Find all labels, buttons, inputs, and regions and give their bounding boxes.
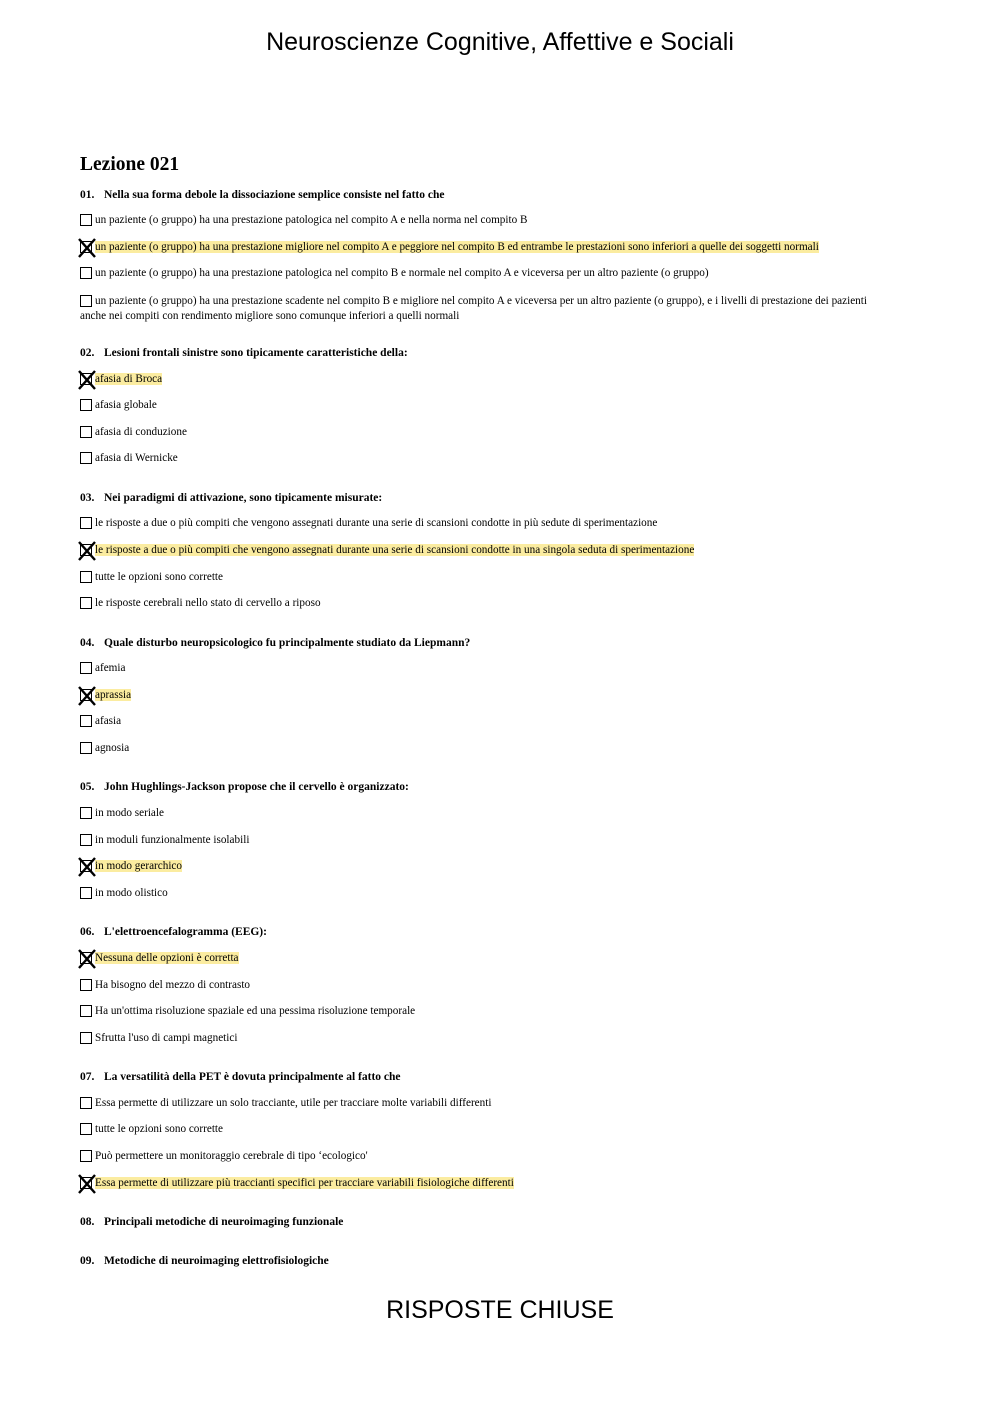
checkbox-unchecked[interactable] [80,887,92,899]
question-number: 02. [80,347,95,359]
page-header-title: Neuroscienze Cognitive, Affettive e Sociali [266,28,734,56]
checkbox-checked[interactable] [80,689,92,701]
question-number: 07. [80,1071,95,1083]
answer-option[interactable] [80,1031,890,1046]
question-04 [80,637,470,649]
question-text: L'elettroencefalogramma (EEG): [104,926,267,938]
question-number: 01. [80,189,95,201]
answer-option[interactable] [80,596,890,611]
question-05 [80,781,409,793]
question-text: Principali metodiche di neuroimaging funzionale [104,1216,344,1228]
answer-option[interactable] [80,543,890,558]
answer-option[interactable] [80,1149,890,1164]
checkbox-unchecked[interactable] [80,452,92,464]
question-number: 04. [80,637,95,649]
question-number: 03. [80,492,95,504]
checkbox-unchecked[interactable] [80,295,92,307]
answer-option[interactable] [80,240,890,255]
answer-text: Sfrutta l'uso di campi magnetici [95,1032,238,1044]
question-number: 09. [80,1255,95,1267]
checkbox-unchecked[interactable] [80,1005,92,1017]
question-text: Lesioni frontali sinistre sono tipicamente caratteristiche della: [104,347,408,359]
answer-text: Può permettere un monitoraggio cerebrale di tipo ‘ecologico' [95,1150,368,1162]
check-mark-icon [78,857,96,877]
checkbox-unchecked[interactable] [80,742,92,754]
checkbox-unchecked[interactable] [80,834,92,846]
check-mark-icon [78,541,96,561]
question-02 [80,347,408,359]
answer-option[interactable] [80,1122,890,1137]
question-text: Quale disturbo neuropsicologico fu principalmente studiato da Liepmann? [104,637,471,649]
checkbox-unchecked[interactable] [80,214,92,226]
answer-option[interactable] [80,833,890,848]
checkbox-checked[interactable] [80,860,92,872]
answer-text-selected: afasia di Broca [95,373,163,385]
answer-text: afemia [95,662,126,674]
question-08 [80,1216,343,1228]
answer-option[interactable] [80,1096,890,1111]
question-01 [80,189,445,201]
answer-option[interactable] [80,425,890,440]
question-text: Nella sua forma debole la dissociazione semplice consiste nel fatto che [104,189,445,201]
question-number: 05. [80,781,95,793]
answer-option[interactable] [80,213,890,228]
checkbox-unchecked[interactable] [80,517,92,529]
answer-option[interactable] [80,859,890,874]
answer-option[interactable] [80,978,890,993]
answer-option[interactable] [80,886,890,901]
checkbox-unchecked[interactable] [80,1032,92,1044]
checkbox-unchecked[interactable] [80,1097,92,1109]
answer-option[interactable] [80,741,890,756]
answer-text: un paziente (o gruppo) ha una prestazione scadente nel compito B e migliore nel compito A e viceversa per un altro paziente (o gruppo), e i livelli di prestazione dei pazienti anche nei compiti con rendimento migliore sono comunque inferiori a quelli normali [80,295,867,322]
question-06 [80,926,267,938]
question-03 [80,492,382,504]
answer-text: in modo seriale [95,807,164,819]
question-09 [80,1255,329,1267]
answer-option[interactable] [80,688,890,703]
checkbox-unchecked[interactable] [80,1150,92,1162]
answer-text: tutte le opzioni sono corrette [95,571,223,583]
question-text: Nei paradigmi di attivazione, sono tipicamente misurate: [104,492,383,504]
answer-text: le risposte a due o più compiti che vengono assegnati durante una serie di scansioni condotte in più sedute di sperimentazione [95,517,658,529]
answer-option[interactable] [80,661,890,676]
question-number: 06. [80,926,95,938]
answer-option[interactable] [80,266,890,281]
answer-option[interactable] [80,570,890,585]
check-mark-icon [78,370,96,390]
answer-text: afasia globale [95,399,157,411]
answer-option[interactable] [80,1176,890,1191]
question-text: John Hughlings-Jackson propose che il cervello è organizzato: [104,781,409,793]
answer-text: un paziente (o gruppo) ha una prestazione patologica nel compito B e normale nel compito A e viceversa per un altro paziente (o gruppo) [95,267,709,279]
answer-option[interactable] [80,1004,890,1019]
checkbox-unchecked[interactable] [80,597,92,609]
checkbox-checked[interactable] [80,544,92,556]
answer-text: le risposte cerebrali nello stato di cervello a riposo [95,597,321,609]
section-footer-title: RISPOSTE CHIUSE [386,1296,614,1324]
answer-text: Ha bisogno del mezzo di contrasto [95,979,251,991]
answer-text-selected: in modo gerarchico [95,860,182,872]
checkbox-unchecked[interactable] [80,267,92,279]
check-mark-icon [78,1174,96,1194]
checkbox-checked[interactable] [80,952,92,964]
answer-text-selected: le risposte a due o più compiti che vengono assegnati durante una serie di scansioni condotte in una singola seduta di sperimentazione [95,544,695,556]
answer-text: tutte le opzioni sono corrette [95,1123,223,1135]
answer-option[interactable] [80,398,890,413]
checkbox-unchecked[interactable] [80,979,92,991]
checkbox-unchecked[interactable] [80,807,92,819]
answer-text: afasia di conduzione [95,426,187,438]
answer-text: Ha un'ottima risoluzione spaziale ed una pessima risoluzione temporale [95,1005,416,1017]
answer-text-selected: aprassia [95,689,132,701]
checkbox-unchecked[interactable] [80,662,92,674]
answer-option[interactable] [80,806,890,821]
answer-text-selected: Nessuna delle opzioni è corretta [95,952,239,964]
answer-option[interactable] [80,294,890,324]
check-mark-icon [78,686,96,706]
checkbox-unchecked[interactable] [80,399,92,411]
answer-text-selected: un paziente (o gruppo) ha una prestazione migliore nel compito A e peggiore nel compito B ed entrambe le prestazioni sono inferiori a quelle dei soggetti normali [95,241,819,253]
check-mark-icon [78,238,96,258]
answer-option[interactable] [80,516,890,531]
answer-text-selected: Essa permette di utilizzare più traccianti specifici per tracciare variabili fisiologiche differenti [95,1177,514,1189]
checkbox-checked[interactable] [80,373,92,385]
answer-option[interactable] [80,372,890,387]
question-text: Metodiche di neuroimaging elettrofisiologiche [104,1255,329,1267]
answer-text: agnosia [95,742,130,754]
answer-text: Essa permette di utilizzare un solo tracciante, utile per tracciare molte variabili differenti [95,1097,492,1109]
answer-option[interactable] [80,451,890,466]
checkbox-unchecked[interactable] [80,1123,92,1135]
answer-text: afasia di Wernicke [95,452,178,464]
checkbox-unchecked[interactable] [80,426,92,438]
question-number: 08. [80,1216,95,1228]
answer-text: afasia [95,715,122,727]
answer-text: in moduli funzionalmente isolabili [95,834,250,846]
checkbox-unchecked[interactable] [80,715,92,727]
answer-text: un paziente (o gruppo) ha una prestazione patologica nel compito A e nella norma nel compito B [95,214,528,226]
checkbox-checked[interactable] [80,241,92,253]
lesson-title: Lezione 021 [80,154,180,175]
check-mark-icon [78,949,96,969]
checkbox-checked[interactable] [80,1177,92,1189]
checkbox-unchecked[interactable] [80,571,92,583]
answer-text: in modo olistico [95,887,168,899]
answer-option[interactable] [80,714,890,729]
question-07 [80,1071,401,1083]
question-text: La versatilità della PET è dovuta principalmente al fatto che [104,1071,401,1083]
answer-option[interactable] [80,951,890,966]
